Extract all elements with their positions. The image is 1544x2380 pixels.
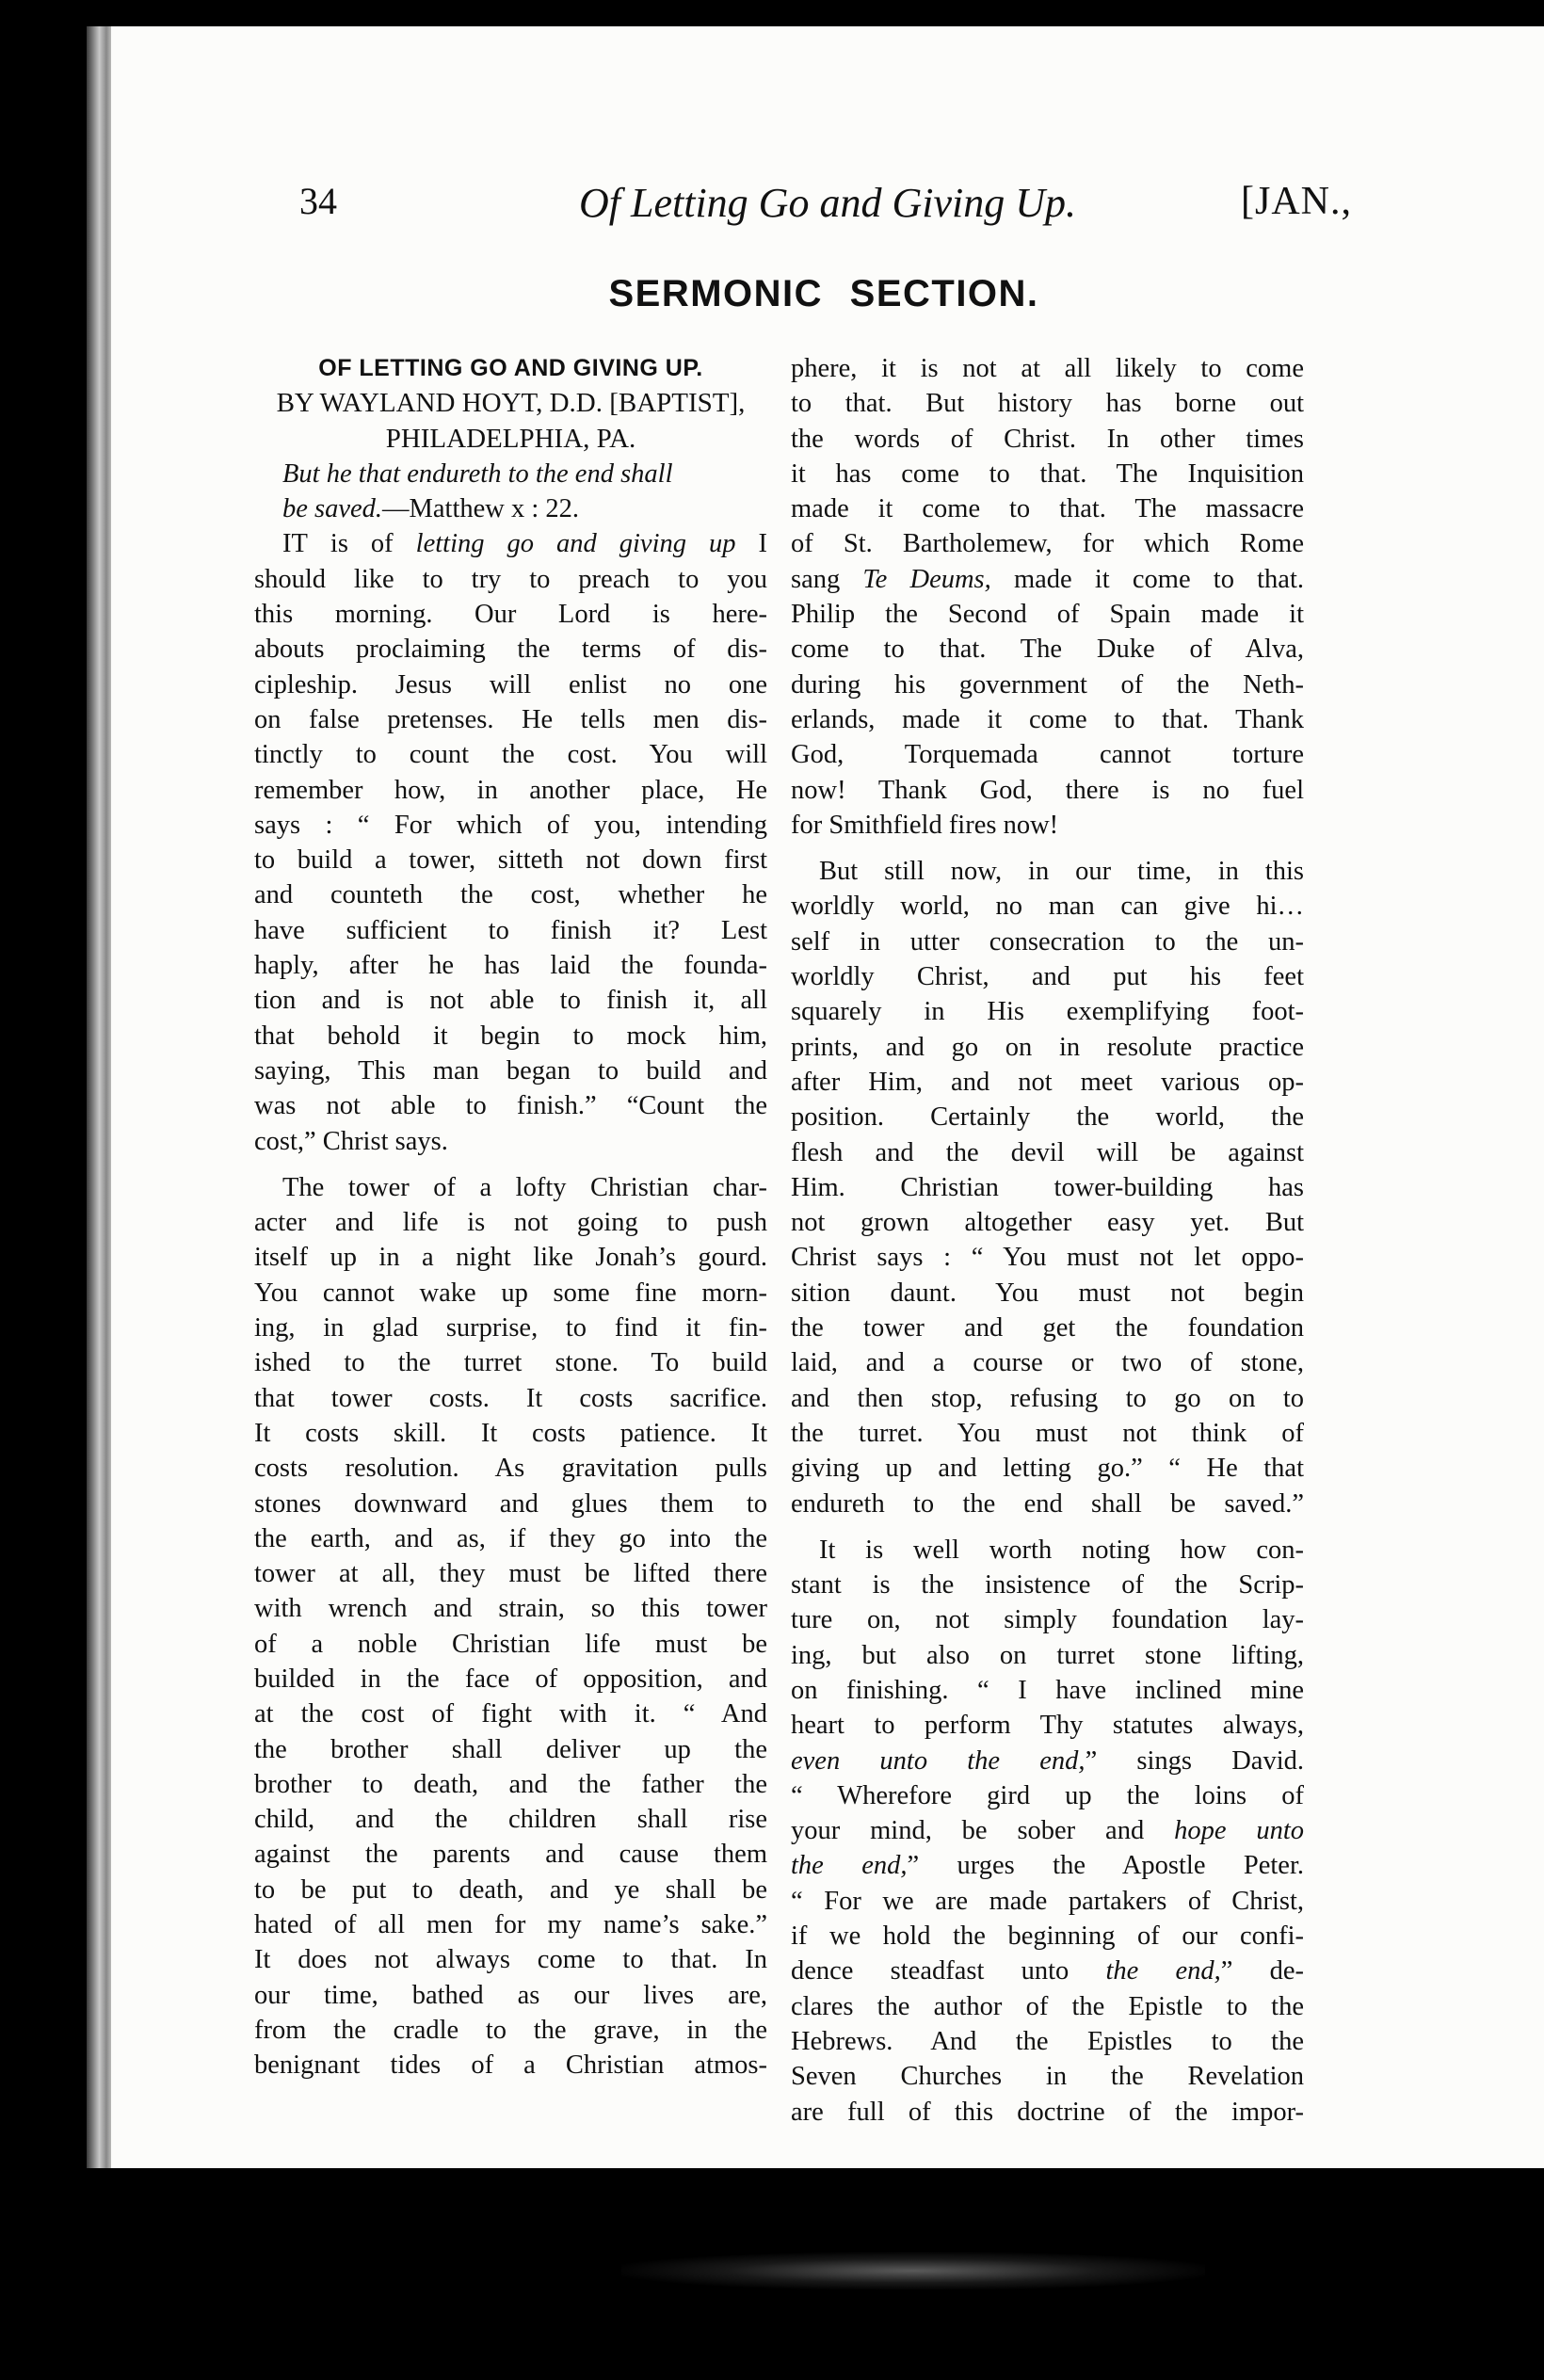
text-line: position. Certainly the world, the [791,1102,1304,1133]
text-line-the-end [791,1848,1304,1883]
article-location: PHILADELPHIA, PA. [385,423,636,454]
paragraph-2-continued [791,351,1304,843]
text-line: But still now, in our time, in this [819,857,1304,887]
te-deums-italic: Te Deums, [862,564,991,594]
text-line: saying, This man began to build and [254,1055,767,1085]
running-title: Of Letting Go and Giving Up. [579,180,1076,226]
text-line: this morning. Our Lord is here- [254,600,767,630]
text-line: builded in the face of opposition, and [254,1664,767,1694]
text-line: with wrench and strain, so this tower [254,1594,767,1624]
page-number: 34 [299,180,337,222]
text-line: made it come to that. The massacre [791,494,1304,524]
paragraph-2 [254,1170,767,2083]
text-line: our time, bathed as our lives are, [254,1980,767,2010]
section-title: SERMONIC SECTION. [608,273,1039,314]
even-unto-post: ” sings David. [1085,1745,1304,1776]
text-line: laid, and a course or two of stone, [791,1348,1304,1378]
drop-lead: IT [282,529,308,559]
text-line: ture on, not simply foundation lay- [791,1605,1304,1635]
text-line: the words of Christ. In other times [791,424,1304,454]
paragraph-4-part-b [791,1778,1304,1813]
scripture-text-1: But he that endureth to the end shall [282,458,673,489]
text-line-hope-unto [791,1813,1304,1848]
first-line-mid: is of [307,529,416,559]
paragraph-4-part-a [791,1533,1304,1744]
text-line: sition daunt. You must not begin [791,1278,1304,1308]
right-column [791,351,1304,2130]
text-line: endureth to the end shall be saved.” [791,1488,1304,1519]
text-line: on finishing. “ I have inclined mine [791,1675,1304,1705]
text-line: costs resolution. As gravitation pulls [254,1454,767,1484]
text-line: It does not always come to that. In [254,1945,767,1975]
scan-smudge [621,2252,1205,2290]
the-end-post: ” urges the Apostle Peter. [907,1851,1304,1881]
text-line-dence [791,1954,1304,1988]
text-line: ing, but also on turret stone lifting, [791,1640,1304,1670]
text-line: child, and the children shall rise [254,1805,767,1835]
text-line: stones downward and glues them to [254,1488,767,1519]
text-line: to that. But history has borne out [791,389,1304,419]
text-line: Seven Churches in the Revelation [791,2062,1304,2092]
text-line: benignant tides of a Christian atmos- [254,2050,767,2081]
text-line: that behold it begin to mock him, [254,1021,767,1051]
text-line: erlands, made it come to that. Thank [791,704,1304,734]
text-line: remember how, in another place, He [254,775,767,805]
text-line: Hebrews. And the Epistles to the [791,2026,1304,2056]
te-deums-post: made it come to that. [990,564,1304,594]
text-line: self in utter consecration to the un- [791,926,1304,957]
hope-italic: hope unto [1174,1816,1304,1846]
text-line: heart to perform Thy statutes always, [791,1711,1304,1741]
text-line: during his government of the Neth- [791,669,1304,700]
text-line: cost,” Christ says. [254,1126,448,1156]
text-line: the earth, and as, if they go into the [254,1523,767,1553]
text-line: says : “ For which of you, intending [254,810,767,840]
text-line: that tower costs. It costs sacrifice. [254,1383,767,1413]
text-line: to build a tower, sitteth not down first [254,845,767,876]
text-line: after Him, and not meet various op- [791,1067,1304,1097]
text-line: at the cost of fight with it. “ And [254,1699,767,1729]
te-deums-pre: sang [791,564,863,594]
text-line: worldly Christ, and put his feet [791,962,1304,992]
text-line: haply, after he has laid the founda- [254,951,767,981]
scripture-text-line-2 [254,491,767,526]
text-line: not grown altogether easy yet. But [791,1208,1304,1238]
text-line: on false pretenses. He tells men dis- [254,704,767,734]
text-line: now! Thank God, there is no fuel [791,775,1304,805]
paragraph-4-part-c [791,1884,1304,1954]
text-line: and counteth the cost, whether he [254,880,767,910]
text-line: the brother shall deliver up the [254,1734,767,1764]
text-line: should like to try to preach to you [254,564,767,594]
text-line: against the parents and cause them [254,1840,767,1870]
text-line: tower at all, they must be lifted there [254,1559,767,1589]
text-line: squarely in His exemplifying foot- [791,997,1304,1027]
text-line: clares the author of the Epistle to the [791,1991,1304,2021]
scripture-text-2: be saved. [282,494,383,524]
text-line: was not able to finish.” “Count the [254,1091,767,1121]
the-end-italic: the end, [791,1851,908,1881]
text-line: of St. Bartholemew, for which Rome [791,529,1304,559]
text-line: cipleship. Jesus will enlist no one [254,669,767,700]
dence-pre: dence steadfast unto [791,1956,1106,1986]
text-line: The tower of a lofty Christian char- [282,1172,767,1202]
paragraph-1 [254,562,767,1159]
text-line: the turret. You must not think of [791,1418,1304,1448]
text-line: and then stop, refusing to go on to [791,1383,1304,1413]
text-line: from the cradle to the grave, in the [254,2015,767,2045]
text-line: prints, and go on in resolute practice [791,1032,1304,1062]
text-line: stant is the insistence of the Scrip- [791,1570,1304,1600]
text-line: acter and life is not going to push [254,1208,767,1238]
paragraph-3 [791,854,1304,1521]
scripture-text-line-1 [254,457,767,491]
hope-pre: your mind, be sober and [791,1816,1175,1846]
paragraph-4-part-d [791,1989,1304,2130]
text-line: God, Torquemada cannot torture [791,740,1304,770]
text-line: tion and is not able to finish it, all [254,986,767,1016]
text-line: flesh and the devil will be against [791,1137,1304,1167]
text-line: giving up and letting go.” “ He that [791,1454,1304,1484]
text-line: “ For we are made partakers of Christ, [791,1886,1304,1916]
text-line: You cannot wake up some fine morn- [254,1278,767,1308]
text-line: come to that. The Duke of Alva, [791,635,1304,665]
dence-post: ” de- [1220,1956,1305,1986]
first-line-tail: I [735,529,767,559]
text-line: tinctly to count the cost. You will [254,740,767,770]
text-line: “ Wherefore gird up the loins of [791,1780,1304,1810]
text-line: have sufficient to finish it? Lest [254,915,767,945]
text-line: itself up in a night like Jonah’s gourd. [254,1243,767,1273]
text-line: hated of all men for my name’s sake.” [254,1910,767,1940]
text-line: are full of this doctrine of the impor- [791,2097,1304,2127]
text-line: Christ says : “ You must not let oppo- [791,1243,1304,1273]
text-line: ing, in glad surprise, to find it fin- [254,1313,767,1343]
text-line: if we hold the beginning of our confi- [791,1922,1304,1952]
text-line: it has come to that. The Inquisition [791,458,1304,489]
scripture-reference: —Matthew x : 22. [382,494,580,524]
text-line: It is well worth noting how con- [819,1535,1304,1565]
dence-italic: the end, [1105,1956,1221,1986]
text-line: the tower and get the foundation [791,1313,1304,1343]
text-line-even-unto [791,1744,1304,1778]
text-line-te-deums [791,562,1304,597]
even-unto-italic: even unto the end, [791,1745,1086,1776]
running-date: [JAN., [1241,180,1352,223]
text-line: phere, it is not at all likely to come [791,354,1304,383]
text-line: ished to the turret stone. To build [254,1348,767,1378]
text-line: worldly world, no man can give hi… [791,892,1304,922]
article-byline: BY WAYLAND HOYT, D.D. [BAPTIST], [276,388,746,419]
text-line: for Smithfield fires now! [791,810,1059,840]
text-line: Philip the Second of Spain made it [791,600,1304,630]
text-line: of a noble Christian life must be [254,1629,767,1659]
article-title: OF LETTING GO AND GIVING UP. [318,355,703,381]
paragraph-first-line [254,526,767,561]
left-column [254,351,767,2083]
first-line-italic: letting go and giving up [415,529,736,559]
text-line: It costs skill. It costs patience. It [254,1418,767,1448]
text-line: abouts proclaiming the terms of dis- [254,635,767,665]
text-line: to be put to death, and ye shall be [254,1874,767,1905]
text-line: brother to death, and the father the [254,1769,767,1799]
text-line: Him. Christian tower-building has [791,1172,1304,1202]
